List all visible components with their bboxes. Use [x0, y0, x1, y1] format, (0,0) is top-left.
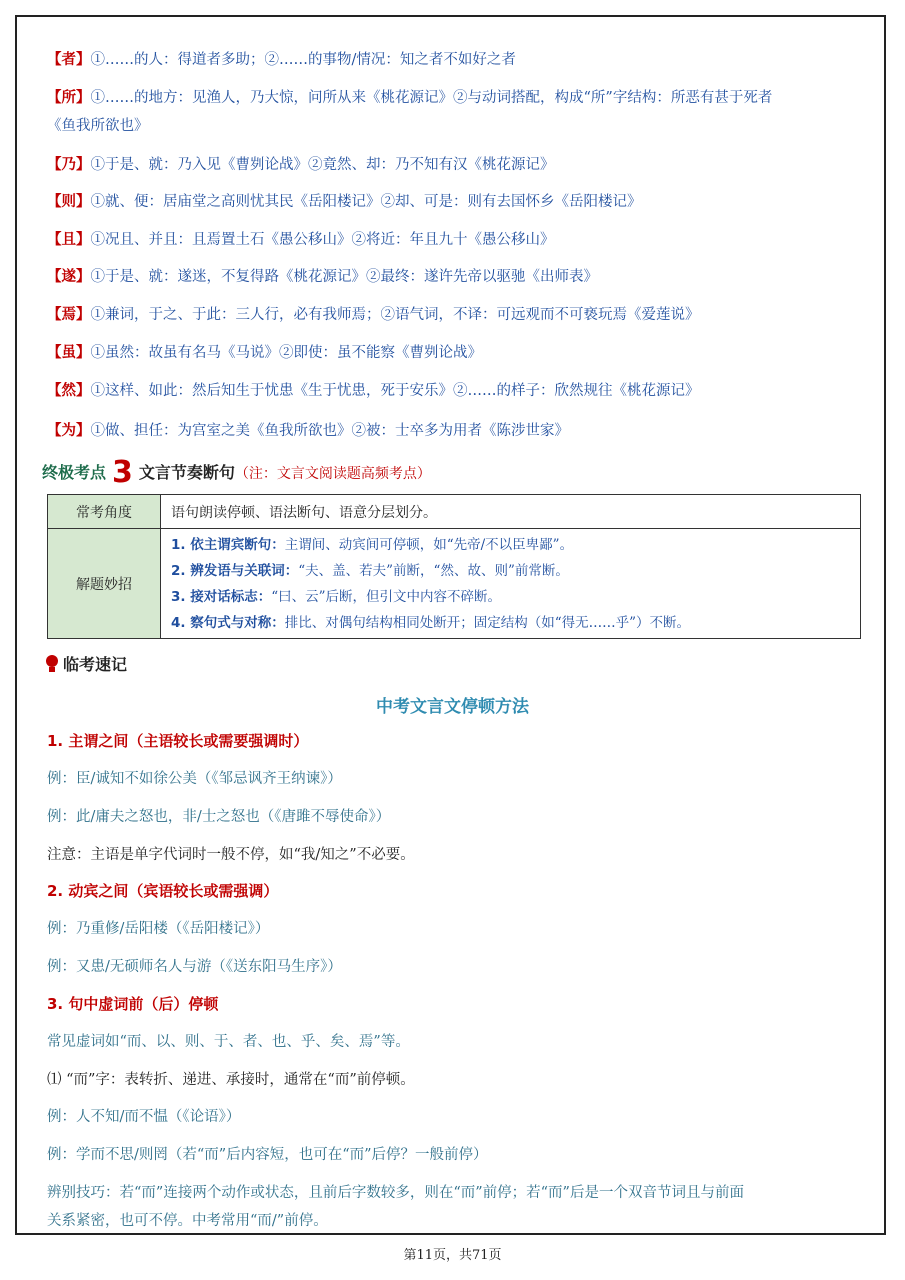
body-line: 例：人不知/而不愠（《论语》） [47, 1109, 241, 1125]
method-heading: 1. 主谓之间（主语较长或需要强调时） [47, 732, 309, 750]
tip-2: 2. 辨发语与关联词：“夫、盖、若夫”前断，“然、故、则”前常断。 [171, 562, 569, 579]
body-line: 常见虚词如“而、以、则、于、者、也、乎、矣、焉”等。 [47, 1034, 410, 1050]
body-line: 例：又患/无硕师名人与游（《送东阳马生序》） [47, 959, 342, 975]
entry-line: 【则】①就、便：居庙堂之高则忧其民《岳阳楼记》②却、可是：则有去国怀乡《岳阳楼记》 [47, 194, 642, 210]
body-line: 例：臣/诚知不如徐公美（《邹忌讽齐王纳谏》） [47, 771, 342, 787]
entry-line: 【乃】①于是、就：乃入见《曹刿论战》②竟然、却：乃不知有汉《桃花源记》 [47, 157, 555, 173]
body-line: 例：此/庸夫之怒也，非/士之怒也（《唐雎不辱使命》） [47, 809, 391, 825]
section-number: 3 [112, 455, 133, 490]
tip-1: 1. 依主谓宾断句：主谓间、动宾间可停顿，如“先帝/不以臣卑鄙”。 [171, 536, 574, 553]
table-label-angle: 常考角度 [48, 495, 161, 529]
body-line: 例：乃重修/岳阳楼（《岳阳楼记》） [47, 921, 270, 937]
section-title: 文言节奏断句 [138, 463, 235, 482]
entry-line-continued: 《鱼我所欲也》 [47, 118, 149, 134]
section-heading [42, 455, 431, 490]
body-line: 辨别技巧：若“而”连接两个动作或状态，且前后字数较多，则在“而”前停；若“而”后是一个双音节词且与前面 [47, 1185, 744, 1201]
body-line: 注意：主语是单字代词时一般不停，如“我/知之”不必要。 [47, 847, 415, 863]
entry-line: 【为】①做、担任：为宫室之美《鱼我所欲也》②被：士卒多为用者《陈涉世家》 [47, 423, 569, 439]
quick-memo-heading: 临考速记 [45, 652, 127, 675]
tips-table [47, 494, 861, 639]
entry-line: 【焉】①兼词，于之、于此：三人行，必有我师焉；②语气词，不译：可远观而不可亵玩焉《爱莲说》 [47, 307, 700, 323]
center-title: 中考文言文停顿方法 [376, 697, 529, 717]
body-line: ⑴ “而”字：表转折、递进、承接时，通常在“而”前停顿。 [47, 1072, 415, 1088]
entry-line: 【且】①况且、并且：且焉置土石《愚公移山》②将近：年且九十《愚公移山》 [47, 232, 555, 248]
section-label: 终极考点 [42, 463, 107, 482]
tip-4: 4. 察句式与对称：排比、对偶句结构相同处断开；固定结构（如“得无……乎”）不断。 [171, 614, 691, 631]
entry-line: 【者】①……的人：得道者多助；②……的事物/情况：知之者不如好之者 [47, 52, 516, 68]
entry-line: 【虽】①虽然：故虽有名马《马说》②即使：虽不能察《曹刿论战》 [47, 345, 482, 361]
page-footer: 第11页，共71页 [403, 1248, 502, 1263]
body-line: 例：学而不思/则罔（若“而”后内容短，也可在“而”后停？一般前停） [47, 1147, 488, 1163]
method-heading: 3. 句中虚词前（后）停顿 [47, 995, 219, 1013]
entry-line: 【遂】①于是、就：遂迷，不复得路《桃花源记》②最终：遂许先帝以驱驰《出师表》 [47, 269, 598, 285]
method-heading: 2. 动宾之间（宾语较长或需强调） [47, 882, 279, 900]
body-line: 关系紧密，也可不停。中考常用“而/”前停。 [47, 1213, 328, 1229]
section-note: （注：文言文阅读题高频考点） [234, 466, 431, 482]
lightbulb-icon [45, 655, 59, 673]
table-value-angle: 语句朗读停顿、语法断句、语意分层划分。 [161, 495, 861, 529]
table-tips-cell [161, 529, 861, 639]
entry-line: 【所】①……的地方：见渔人，乃大惊，问所从来《桃花源记》②与动词搭配，构成“所”字结构：所恶有甚于死者 [47, 90, 773, 106]
entry-line: 【然】①这样、如此：然后知生于忧患《生于忧患，死于安乐》②……的样子：欣然规往《桃花源记》 [47, 383, 700, 399]
tip-3: 3. 接对话标志：“曰、云”后断，但引文中内容不碎断。 [171, 588, 502, 605]
table-label-tips: 解题妙招 [48, 529, 161, 639]
